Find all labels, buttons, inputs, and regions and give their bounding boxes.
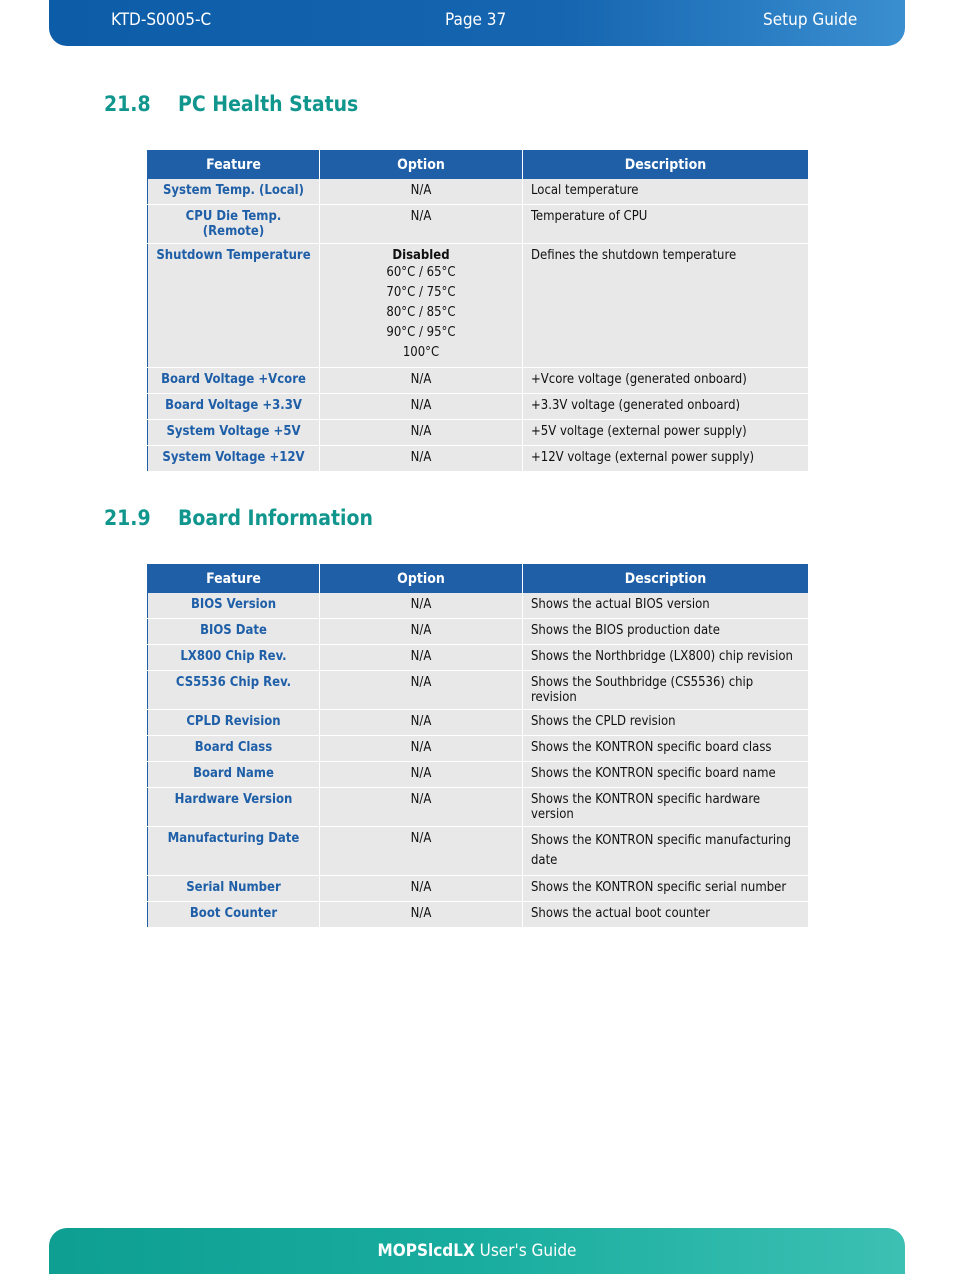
footer-suffix: User's Guide xyxy=(479,1241,577,1261)
table-row xyxy=(148,244,809,368)
feature-cell: CPLD Revision xyxy=(148,710,320,736)
option-cell: N/A xyxy=(320,736,523,762)
description-cell: Shows the actual boot counter xyxy=(523,902,809,928)
feature-cell: LX800 Chip Rev. xyxy=(148,645,320,671)
option-cell: N/A xyxy=(320,902,523,928)
col-description: Description xyxy=(523,151,809,180)
option-cell: N/A xyxy=(320,205,523,244)
description-cell: +5V voltage (external power supply) xyxy=(523,420,809,446)
description-cell: Shows the KONTRON specific manufacturing date xyxy=(523,827,809,876)
table-row xyxy=(148,368,809,394)
description-cell: Shows the KONTRON specific serial number xyxy=(523,876,809,902)
feature-cell: System Temp. (Local) xyxy=(148,179,320,205)
table-header-row xyxy=(148,565,809,594)
option-line: 70°C / 75°C xyxy=(386,285,456,300)
option-cell: N/A xyxy=(320,593,523,619)
feature-cell: Hardware Version xyxy=(148,788,320,827)
section-heading-pc-health xyxy=(104,92,358,116)
description-cell: Shows the Southbridge (CS5536) chip revision xyxy=(523,671,809,710)
description-cell: +12V voltage (external power supply) xyxy=(523,446,809,472)
description-cell: +3.3V voltage (generated onboard) xyxy=(523,394,809,420)
col-option: Option xyxy=(320,565,523,594)
section-title: PC Health Status xyxy=(178,92,359,116)
table-row xyxy=(148,179,809,205)
option-cell xyxy=(320,244,523,368)
table-row xyxy=(148,736,809,762)
description-cell: Shows the KONTRON specific board class xyxy=(523,736,809,762)
option-cell: N/A xyxy=(320,420,523,446)
option-cell: N/A xyxy=(320,645,523,671)
guide-title: Setup Guide xyxy=(763,10,858,30)
page-footer xyxy=(49,1228,905,1274)
option-line: 90°C / 95°C xyxy=(386,325,456,340)
feature-cell: System Voltage +5V xyxy=(148,420,320,446)
feature-cell: BIOS Date xyxy=(148,619,320,645)
description-cell: Shows the CPLD revision xyxy=(523,710,809,736)
col-description: Description xyxy=(523,565,809,594)
feature-cell: Serial Number xyxy=(148,876,320,902)
table-row xyxy=(148,710,809,736)
feature-cell: Manufacturing Date xyxy=(148,827,320,876)
footer-product: MOPSlcdLX xyxy=(377,1241,475,1261)
table-row xyxy=(148,394,809,420)
option-line: 60°C / 65°C xyxy=(386,265,456,280)
table-row xyxy=(148,671,809,710)
table-row xyxy=(148,645,809,671)
table-row xyxy=(148,762,809,788)
feature-cell: Shutdown Temperature xyxy=(148,244,320,368)
table-row xyxy=(148,446,809,472)
col-feature: Feature xyxy=(148,565,320,594)
section-heading-board-info xyxy=(104,506,373,530)
description-cell: Shows the KONTRON specific hardware version xyxy=(523,788,809,827)
section-title: Board Information xyxy=(178,506,373,530)
description-cell: Shows the KONTRON specific board name xyxy=(523,762,809,788)
option-cell: N/A xyxy=(320,710,523,736)
table-header-row xyxy=(148,151,809,180)
table-row xyxy=(148,205,809,244)
feature-cell: BIOS Version xyxy=(148,593,320,619)
option-title: Disabled xyxy=(392,248,450,263)
description-cell: Shows the actual BIOS version xyxy=(523,593,809,619)
option-line: 80°C / 85°C xyxy=(386,305,456,320)
table-row xyxy=(148,902,809,928)
page-header xyxy=(49,0,905,46)
doc-id: KTD-S0005-C xyxy=(111,10,212,30)
table-row xyxy=(148,593,809,619)
option-cell: N/A xyxy=(320,179,523,205)
table-row xyxy=(148,876,809,902)
option-cell: N/A xyxy=(320,394,523,420)
feature-cell: Board Class xyxy=(148,736,320,762)
option-cell: N/A xyxy=(320,446,523,472)
table-row xyxy=(148,788,809,827)
table-row xyxy=(148,827,809,876)
feature-cell: Board Voltage +Vcore xyxy=(148,368,320,394)
feature-cell: CPU Die Temp. (Remote) xyxy=(148,205,320,244)
description-cell: +Vcore voltage (generated onboard) xyxy=(523,368,809,394)
col-feature: Feature xyxy=(148,151,320,180)
option-cell: N/A xyxy=(320,876,523,902)
option-cell: N/A xyxy=(320,368,523,394)
col-option: Option xyxy=(320,151,523,180)
pc-health-table xyxy=(147,150,809,472)
feature-cell: CS5536 Chip Rev. xyxy=(148,671,320,710)
board-info-table xyxy=(147,564,809,928)
section-number: 21.9 xyxy=(104,506,151,530)
table-row xyxy=(148,619,809,645)
feature-cell: Board Voltage +3.3V xyxy=(148,394,320,420)
description-cell: Temperature of CPU xyxy=(523,205,809,244)
option-cell: N/A xyxy=(320,671,523,710)
table-row xyxy=(148,420,809,446)
option-cell: N/A xyxy=(320,762,523,788)
feature-cell: Boot Counter xyxy=(148,902,320,928)
section-number: 21.8 xyxy=(104,92,151,116)
option-cell: N/A xyxy=(320,827,523,876)
description-cell: Shows the Northbridge (LX800) chip revision xyxy=(523,645,809,671)
feature-cell: System Voltage +12V xyxy=(148,446,320,472)
description-cell: Local temperature xyxy=(523,179,809,205)
feature-cell: Board Name xyxy=(148,762,320,788)
page-number: Page 37 xyxy=(445,10,507,30)
description-cell: Shows the BIOS production date xyxy=(523,619,809,645)
option-line: 100°C xyxy=(402,345,440,360)
option-cell: N/A xyxy=(320,619,523,645)
description-cell: Defines the shutdown temperature xyxy=(523,244,809,368)
option-cell: N/A xyxy=(320,788,523,827)
